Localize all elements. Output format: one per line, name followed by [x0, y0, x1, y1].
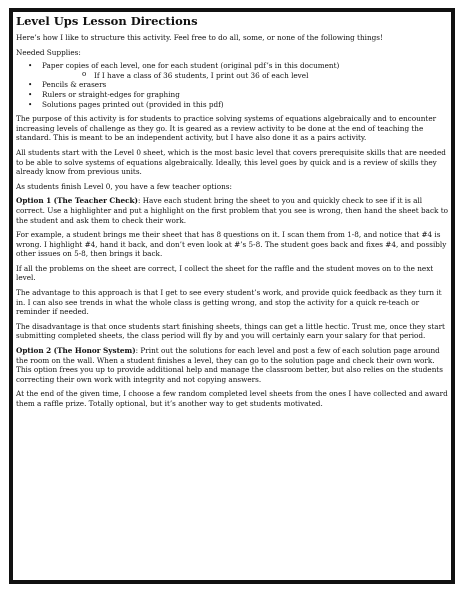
purpose-paragraph: The purpose of this activity is for students to practice solving systems of equations algebraically and to encounter increasing levels of challenge as they go. It is geared as a review activity to be done at the end of teaching the standard. This is meant to be an independent activity, but I have also done it as a pairs activity.	[16, 114, 437, 143]
options-intro-paragraph: As students finish Level 0, you have a few teacher options:	[16, 181, 232, 191]
supply-item-solutions: • Solutions pages printed out (provided in this pdf)	[16, 100, 452, 110]
option1-paragraph	[16, 196, 452, 225]
option2-text: : Print out the solutions for each level and post a few of each solution page around the room on the wall. When a student finishes a level, they can go to the solution page and check their own work. This option frees you up to provide additional help and manage the classroom better, but also relies on the students correcting their own work with integrity and not copying answers.	[16, 346, 444, 384]
intro-paragraph: Here’s how I like to structure this activity. Feel free to do all, some, or none of the following things!	[16, 33, 383, 42]
disadvantage-paragraph: The disadvantage is that once students start finishing sheets, things can get a little hectic. Trust me, once they start submitting completed sheets, the class period will fly by and you will certainly earn your salary for that period.	[16, 321, 445, 341]
supply-item-rulers: • Rulers or straight-edges for graphing	[16, 90, 452, 100]
option1-label: Option 1 (The Teacher Check)	[16, 196, 138, 206]
document-title: Level Ups Lesson Directions	[16, 14, 198, 28]
ending-paragraph: At the end of the given time, I choose a few random completed level sheets from the ones I have collected and award them a raffle prize. Totally optional, but it’s another way to get students motivated.	[16, 389, 448, 408]
correct-paragraph: If all the problems on the sheet are correct, I collect the sheet for the raffle and the student moves on to the next level.	[16, 263, 434, 283]
document-body	[16, 14, 452, 414]
supply-sub-list	[42, 71, 452, 81]
supply-sub-item-class-count: o If I have a class of 36 students, I print out 36 of each level	[42, 71, 452, 81]
supplies-list	[16, 61, 452, 109]
supply-item-paper-copies-text: Paper copies of each level, one for each student (original pdf’s in this document)	[42, 61, 340, 71]
supply-item-paper-copies	[16, 61, 452, 80]
supply-item-pencils: • Pencils & erasers	[16, 80, 452, 90]
advantage-paragraph: The advantage to this approach is that I get to see every student’s work, and provide quick feedback as they turn it in. I can also see trends in what the whole class is getting wrong, and stop the activity for a quick re-teach or reminder if needed.	[16, 288, 442, 317]
option2-paragraph	[16, 346, 452, 384]
supplies-heading: Needed Supplies:	[16, 47, 81, 57]
option2-label: Option 2 (The Honor System)	[16, 346, 136, 356]
option1-text: : Have each student bring the sheet to you and quickly check to see if it is all correct. Use a highlighter and put a highlight on the first problem that you see is wrong, then hand the sheet back to the student and ask them to check their work.	[16, 196, 449, 225]
example-paragraph: For example, a student brings me their sheet that has 8 questions on it. I scan them from 1-8, and notice that #4 is wrong. I highlight #4, hand it back, and don’t even look at #’s 5-8. The student goes back and fixes #4, and possibly other issues on 5-8, then brings it back.	[16, 230, 447, 259]
level0-paragraph: All students start with the Level 0 sheet, which is the most basic level that covers prerequisite skills that are needed to be able to solve systems of equations algebraically. Ideally, this level goes by quick and is a review of skills they already know from previous units.	[16, 147, 446, 177]
